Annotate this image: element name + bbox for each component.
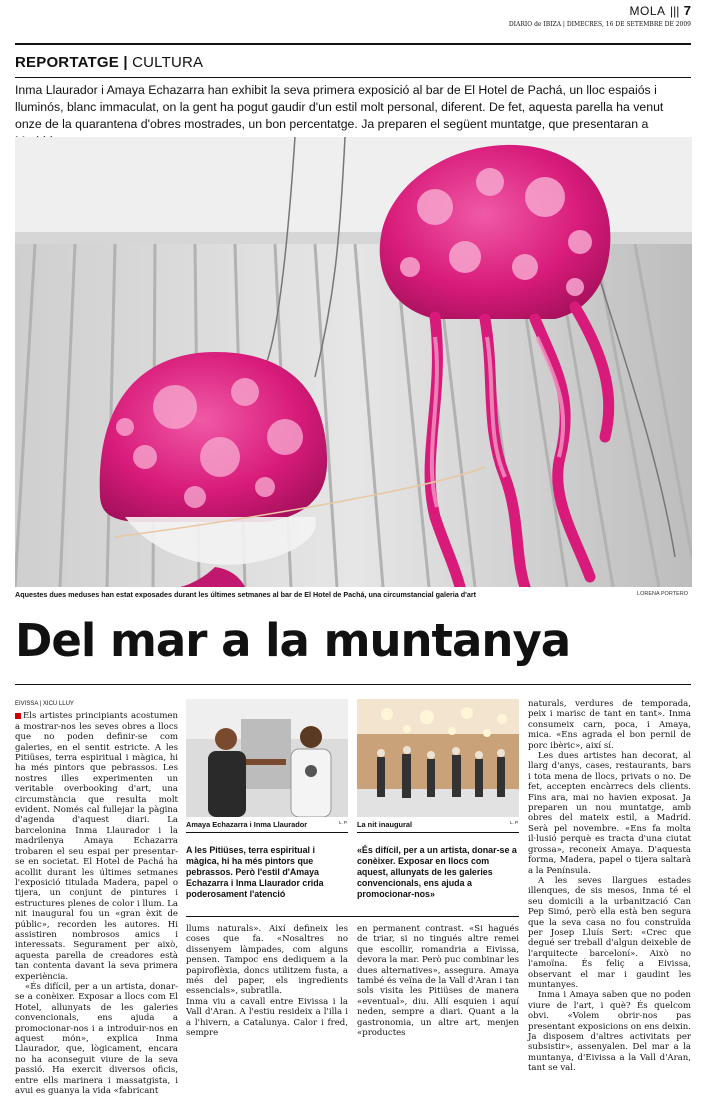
opening-night-illustration — [357, 699, 519, 817]
headline: Del mar a la muntanya — [15, 614, 571, 667]
lead-paragraph: Inma Llaurador i Amaya Echazarra han exhibit la seva primera exposició al bar de El Hotel de Pachá, un lloc espaiós i lluminós, blanc immaculat, on la gent ha pogut gaudir d'un estil molt personal, diferent. De fet, aquesta parella ha venut onze de la quarantena d'obres mostrades, un bon percentatge. Ja preparen el següent muntatge, que presentaran a — [15, 83, 664, 131]
running-header — [629, 2, 691, 20]
main-photo — [15, 137, 692, 587]
opening-night-caption: La nit inaugural — [357, 820, 413, 829]
column-2 — [186, 924, 348, 1038]
column4-paragraph-4: Inma i Amaya saben que no poden viure de l'art, i què? És quelcom obvi. «Volem obrir-nos pas presentant exposicions on ens deixin. Ja disposem d'altres activitats per subsistir», assenyalen. Del mar a la muntanya, d'Eivissa a la Vall d'Aran, tant se val. — [528, 990, 691, 1074]
main-photo-caption: Aquestes dues meduses han estat exposades durant les últimes setmanes al bar de El Hotel de Pachá, una circumstancial galeria d'art — [15, 590, 477, 599]
column4-paragraph-1: naturals, verdures de temporada, peix i marisc de tant en tant». Inma consumeix carn, poca, i Amaya, mica. «Ens agrada el bon pernil de porc ibèric», així sí. — [528, 699, 691, 751]
jellyfish-illustration — [15, 137, 692, 587]
kicker-main: REPORTATGE — [15, 54, 119, 71]
opening-night-credit: L. P. — [510, 820, 519, 825]
header-separator: ||| — [669, 4, 680, 18]
photo3-rule — [357, 832, 519, 833]
dateline: DIARIO de IBIZA | DIMECRES, 16 DE SETEMBRE DE 2009 — [508, 21, 691, 28]
column-3 — [357, 924, 519, 1038]
page-number: 7 — [683, 3, 691, 18]
kicker-rule — [15, 77, 691, 78]
opening-night-photo — [357, 699, 519, 817]
main-photo-credit: LORENA PORTERO — [637, 591, 688, 597]
headline-rule — [15, 684, 691, 685]
pull-quote-1: A les Pitiüses, terra espiritual i màgica, hi ha més pintors que pebrassos. Però l'estil d'Amaya Echazarra i Inma Llaurador crida poderosament l'atenció — [186, 845, 324, 899]
pull-quote-rule — [186, 916, 519, 917]
column1-text-1: Els artistes principiants acostumen a mostrar-nos les seves obres a llocs que no poden definir-se com galeries, en el sentit estricte. A les Pitiüses, terra espiritual i màgica, hi ha més pintors que pebrassos. Les nostres illes experimenten un veritable overbooking d'art, una circumstància que resulta molt evident. Només cal fullejar la pàgina d'agenda d'aquest diari. La barcelonina Inma Llaurador i la madrilenya Amaya Echazarra trobaren el seu espai per presentar-se en societat. El Hotel de Pachá ha acollit durant les últimes setmanes l'exposició titulada Madera, papel o tijera, un conjunt de pintures i estructures plenes de color i llum. La nit inaugural fou un «gran èxit de públic», recorden les autores. Hi assistiren nombrosos amics i interessats. Segurament per això, aquesta parella de creadores està tan contenta davant la seva primera experiència. — [15, 711, 178, 982]
column-1 — [15, 699, 178, 1096]
kicker — [15, 54, 203, 71]
artists-photo-caption: Amaya Echazarra i Inma Llaurador — [186, 820, 308, 829]
start-marker-icon — [15, 713, 21, 719]
byline: EIVISSA | XICU LLUY — [15, 701, 74, 707]
pull-quote-2: «És difícil, per a un artista, donar-se a conèixer. Exposar en llocs com aquest, allunyats de les galeries convencionals, ens ajuda a promocionar-nos» — [357, 845, 517, 899]
artists-illustration — [186, 699, 348, 817]
column1-paragraph-2: «És difícil, per a un artista, donar-se a conèixer. Exposar a llocs com El Hotel, allunyats de les galeries convencionals, ens ajuda a promocionar-nos i a introduir-nos en aquest món», explica Inma Llaurador, que, lògicament, encara no ha aconseguit viure de la seva passió. Ha exercit diversos oficis, entre ells marinera i massatgista, i avui es guanya la vida «fabricant — [15, 981, 178, 1096]
column3-text: en permanent contrast. «Si hagués de triar, si no tingués altre remei que escollir, romandria a Eivissa, devora la mar. Però puc combinar les dues alternatives», assegura. Amaya també és veïna de la Vall d'Aran i tan sols visita les Pitiüses de manera «eventual», diu. Allí esquien i aquí neden, sempre a diari. Quant a la gastronomia, un altre art, menjen «productes — [357, 924, 519, 1039]
kicker-separator: | — [123, 54, 128, 71]
column-4 — [528, 699, 691, 1074]
kicker-sub: CULTURA — [132, 54, 204, 71]
column4-paragraph-3: A les seves llargues estades illenques, de sis mesos, Inma té el seu domicili a la urbanització Can Pep Simó, però ella està ben segura que la seva casa no fou construïda per Josep Lluís Sert: «Crec que degué ser treball d'algun deixeble de l'arquitecte barceloní». Això no l'amoïna. És feliç a Eivissa, observant el mar i gaudint les muntanyes. — [528, 875, 691, 990]
column4-paragraph-2: Les dues artistes han decorat, al llarg d'anys, cases, restaurants, bars i tota mena de llocs, privats o no. De fet, accepten encàrrecs dels clients. Fins ara, mai no havien exposat. Ja preparen un nou muntatge, amb obres del mateix estil, a Madrid. Serà pel novembre. «Ens fa molta il·lusió perquè es tracta d'una ciutat grossa», reconeix Amaya. D'aquesta forma, Madera, papel o tijera saltarà a la Península. — [528, 751, 691, 876]
column1-paragraph-1 — [15, 711, 178, 982]
artists-photo — [186, 699, 348, 817]
top-rule — [15, 43, 691, 45]
column2-text: llums naturals». Així defineix les coses que fa. «Nosaltres no dissenyem làmpades, com alguns pensen. Tampoc ens dediquem a la papiroflèxia, doncs utilitzem fusta, a més del paper, els ingredients essencials», subratlla. Inma viu a cavall entre Eivissa i la Vall d'Aran. A l'estiu resideix a l'illa i a l'hivern, a Catalunya. Calor i fred, sempre — [186, 924, 348, 1039]
artists-photo-credit: L. P. — [339, 820, 348, 825]
photo2-rule — [186, 832, 348, 833]
section-name: MOLA — [629, 4, 666, 18]
